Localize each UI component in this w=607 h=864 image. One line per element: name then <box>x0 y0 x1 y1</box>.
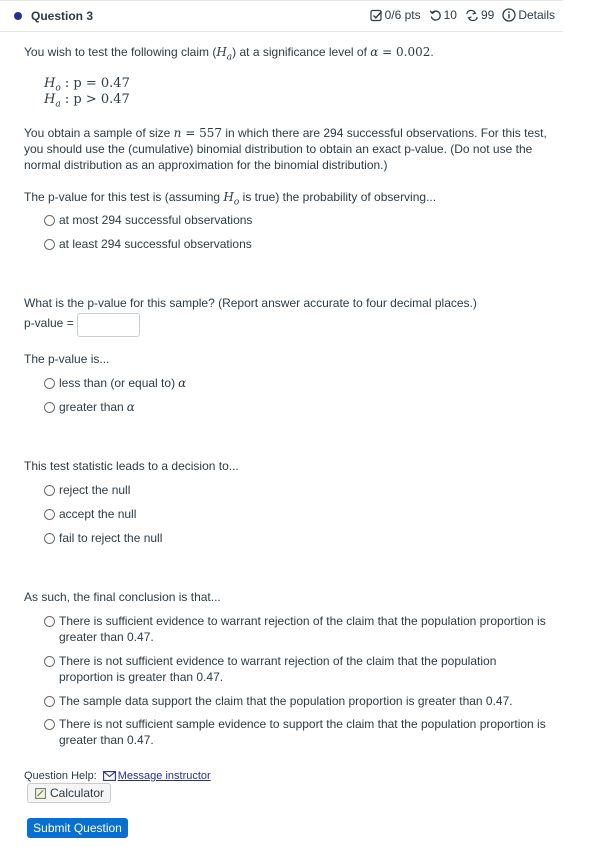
attempts-text: 99 <box>480 8 495 22</box>
info-icon <box>502 8 516 22</box>
q1-prompt-b: is true) the probability of observing... <box>239 190 437 204</box>
q5-prompt: As such, the final conclusion is that... <box>24 590 221 604</box>
message-instructor-link[interactable] <box>103 768 211 784</box>
radio-button[interactable] <box>44 402 55 413</box>
ha-letter: H <box>216 45 227 59</box>
calculator-button[interactable] <box>27 783 111 803</box>
alpha-value: = 0.002 <box>378 45 431 59</box>
radio-button[interactable] <box>44 616 55 627</box>
q3-option-2-label: greater than <box>59 400 124 414</box>
details-text: Details <box>518 8 555 22</box>
radio-button[interactable] <box>44 378 55 389</box>
q3-alpha-2: α <box>126 400 135 414</box>
q4-option-1-label: reject the null <box>59 483 131 497</box>
intro-text <box>24 44 434 65</box>
sample-line3: normal distribution as an approximation for the binomial distribution.) <box>24 158 388 172</box>
sample-paragraph <box>24 125 564 173</box>
q5-option-3-label <box>59 693 513 709</box>
q5-option-2[interactable] <box>44 653 564 685</box>
calculator-label: Calculator <box>50 786 105 800</box>
q5-option-1-line1: There is sufficient evidence to warrant rejection of the claim that the population proportion is <box>59 614 546 628</box>
radio-button[interactable] <box>44 719 55 730</box>
q1-option-1[interactable] <box>44 212 252 228</box>
question-help <box>24 768 211 784</box>
calculator-icon <box>35 788 46 799</box>
question-status-dot <box>14 12 22 20</box>
retries-text: 10 <box>443 8 457 22</box>
q3-option-1-label: less than (or equal to) <box>59 376 176 390</box>
h0-sub: o <box>55 83 61 94</box>
radio-button[interactable] <box>44 485 55 496</box>
intro-part2: ) at a significance level of <box>232 45 371 59</box>
ha-rest: : p > 0.47 <box>60 92 130 107</box>
n-symbol: n <box>173 126 182 140</box>
q1-h-sub: o <box>233 197 240 208</box>
n-value: = 557 <box>181 126 222 140</box>
q1-option-1-label: at most 294 successful observations <box>59 213 253 227</box>
radio-button[interactable] <box>44 696 55 707</box>
q5-option-4-line1: There is not sufficient sample evidence to support the claim that the population proportion is <box>59 717 546 731</box>
q1-h: H <box>223 190 234 204</box>
points-group <box>370 8 421 22</box>
q1-option-2[interactable] <box>44 236 252 252</box>
question-header <box>0 0 563 32</box>
q5-option-2-line2: proportion is greater than 0.47. <box>59 670 224 684</box>
q1-option-2-label: at least 294 successful observations <box>59 237 252 251</box>
q4-option-2[interactable] <box>44 506 136 522</box>
sample-line2: you should use the (cumulative) binomial distribution to obtain an exact p-value. (Do not use the <box>24 142 533 156</box>
ha2-letter: H <box>44 92 56 107</box>
q1-prompt <box>24 189 436 210</box>
attempts-icon <box>465 9 479 22</box>
q5-option-4-line2: greater than 0.47. <box>59 733 154 747</box>
h0-letter: H <box>44 76 56 91</box>
q5-option-3[interactable] <box>44 693 564 709</box>
radio-button[interactable] <box>44 656 55 667</box>
q3-alpha-1: α <box>178 376 187 390</box>
message-instructor-text: Message instructor <box>117 770 211 782</box>
alt-hypothesis <box>44 92 130 113</box>
question-title: Question 3 <box>31 9 94 23</box>
ha-symbol <box>216 45 233 63</box>
intro-part3: . <box>430 45 434 59</box>
q4-prompt: This test statistic leads to a decision to... <box>24 459 239 473</box>
q5-option-2-label <box>59 653 496 685</box>
submit-question-button[interactable]: Submit Question <box>27 818 128 838</box>
ha-sub: a <box>226 52 233 63</box>
retries-group <box>429 8 457 22</box>
sample-line1 <box>24 125 564 141</box>
q5-option-4[interactable] <box>44 716 564 748</box>
checkbox-icon <box>370 9 383 22</box>
sample-line1a: You obtain a sample of size <box>24 126 174 140</box>
q4-option-1[interactable] <box>44 482 130 498</box>
radio-button[interactable] <box>44 215 55 226</box>
q5-option-1-line2: greater than 0.47. <box>59 630 154 644</box>
intro-part1: You wish to test the following claim ( <box>24 45 217 59</box>
q3-prompt: The p-value is... <box>24 352 110 366</box>
q3-option-2[interactable] <box>44 399 135 415</box>
radio-button[interactable] <box>44 509 55 520</box>
ha2-sub: a <box>55 99 61 110</box>
q3-option-1[interactable] <box>44 375 186 391</box>
q5-option-2-line1: There is not sufficient evidence to warrant rejection of the claim that the population <box>59 654 497 668</box>
attempts-group <box>465 8 494 22</box>
q1-prompt-a: The p-value for this test is (assuming <box>24 190 224 204</box>
sample-line1b: in which there are 294 successful observations. For this test, <box>221 126 547 140</box>
details-link[interactable] <box>502 8 555 22</box>
q5-option-1[interactable] <box>44 613 564 645</box>
envelope-icon <box>103 771 116 781</box>
radio-button[interactable] <box>44 533 55 544</box>
q4-option-3[interactable] <box>44 530 162 546</box>
q4-option-3-label: fail to reject the null <box>59 531 163 545</box>
q5-option-1-label <box>59 613 546 645</box>
q5-option-4-label <box>59 716 546 748</box>
points-text: 0/6 pts <box>384 8 421 22</box>
question-meta <box>366 8 555 22</box>
q5-option-3-line1: The sample data support the claim that the population proportion is greater than 0.47. <box>59 694 513 708</box>
q4-option-2-label: accept the null <box>59 507 137 521</box>
p-value-input[interactable] <box>77 313 140 337</box>
alpha-symbol: α <box>370 45 379 59</box>
p-value-label: p-value = <box>24 316 74 330</box>
retry-icon <box>429 9 442 22</box>
radio-button[interactable] <box>44 239 55 250</box>
h0-rest: : p = 0.47 <box>60 76 130 91</box>
question-help-label: Question Help: <box>24 770 97 782</box>
q2-prompt: What is the p-value for this sample? (Report answer accurate to four decimal places.) <box>24 296 477 310</box>
